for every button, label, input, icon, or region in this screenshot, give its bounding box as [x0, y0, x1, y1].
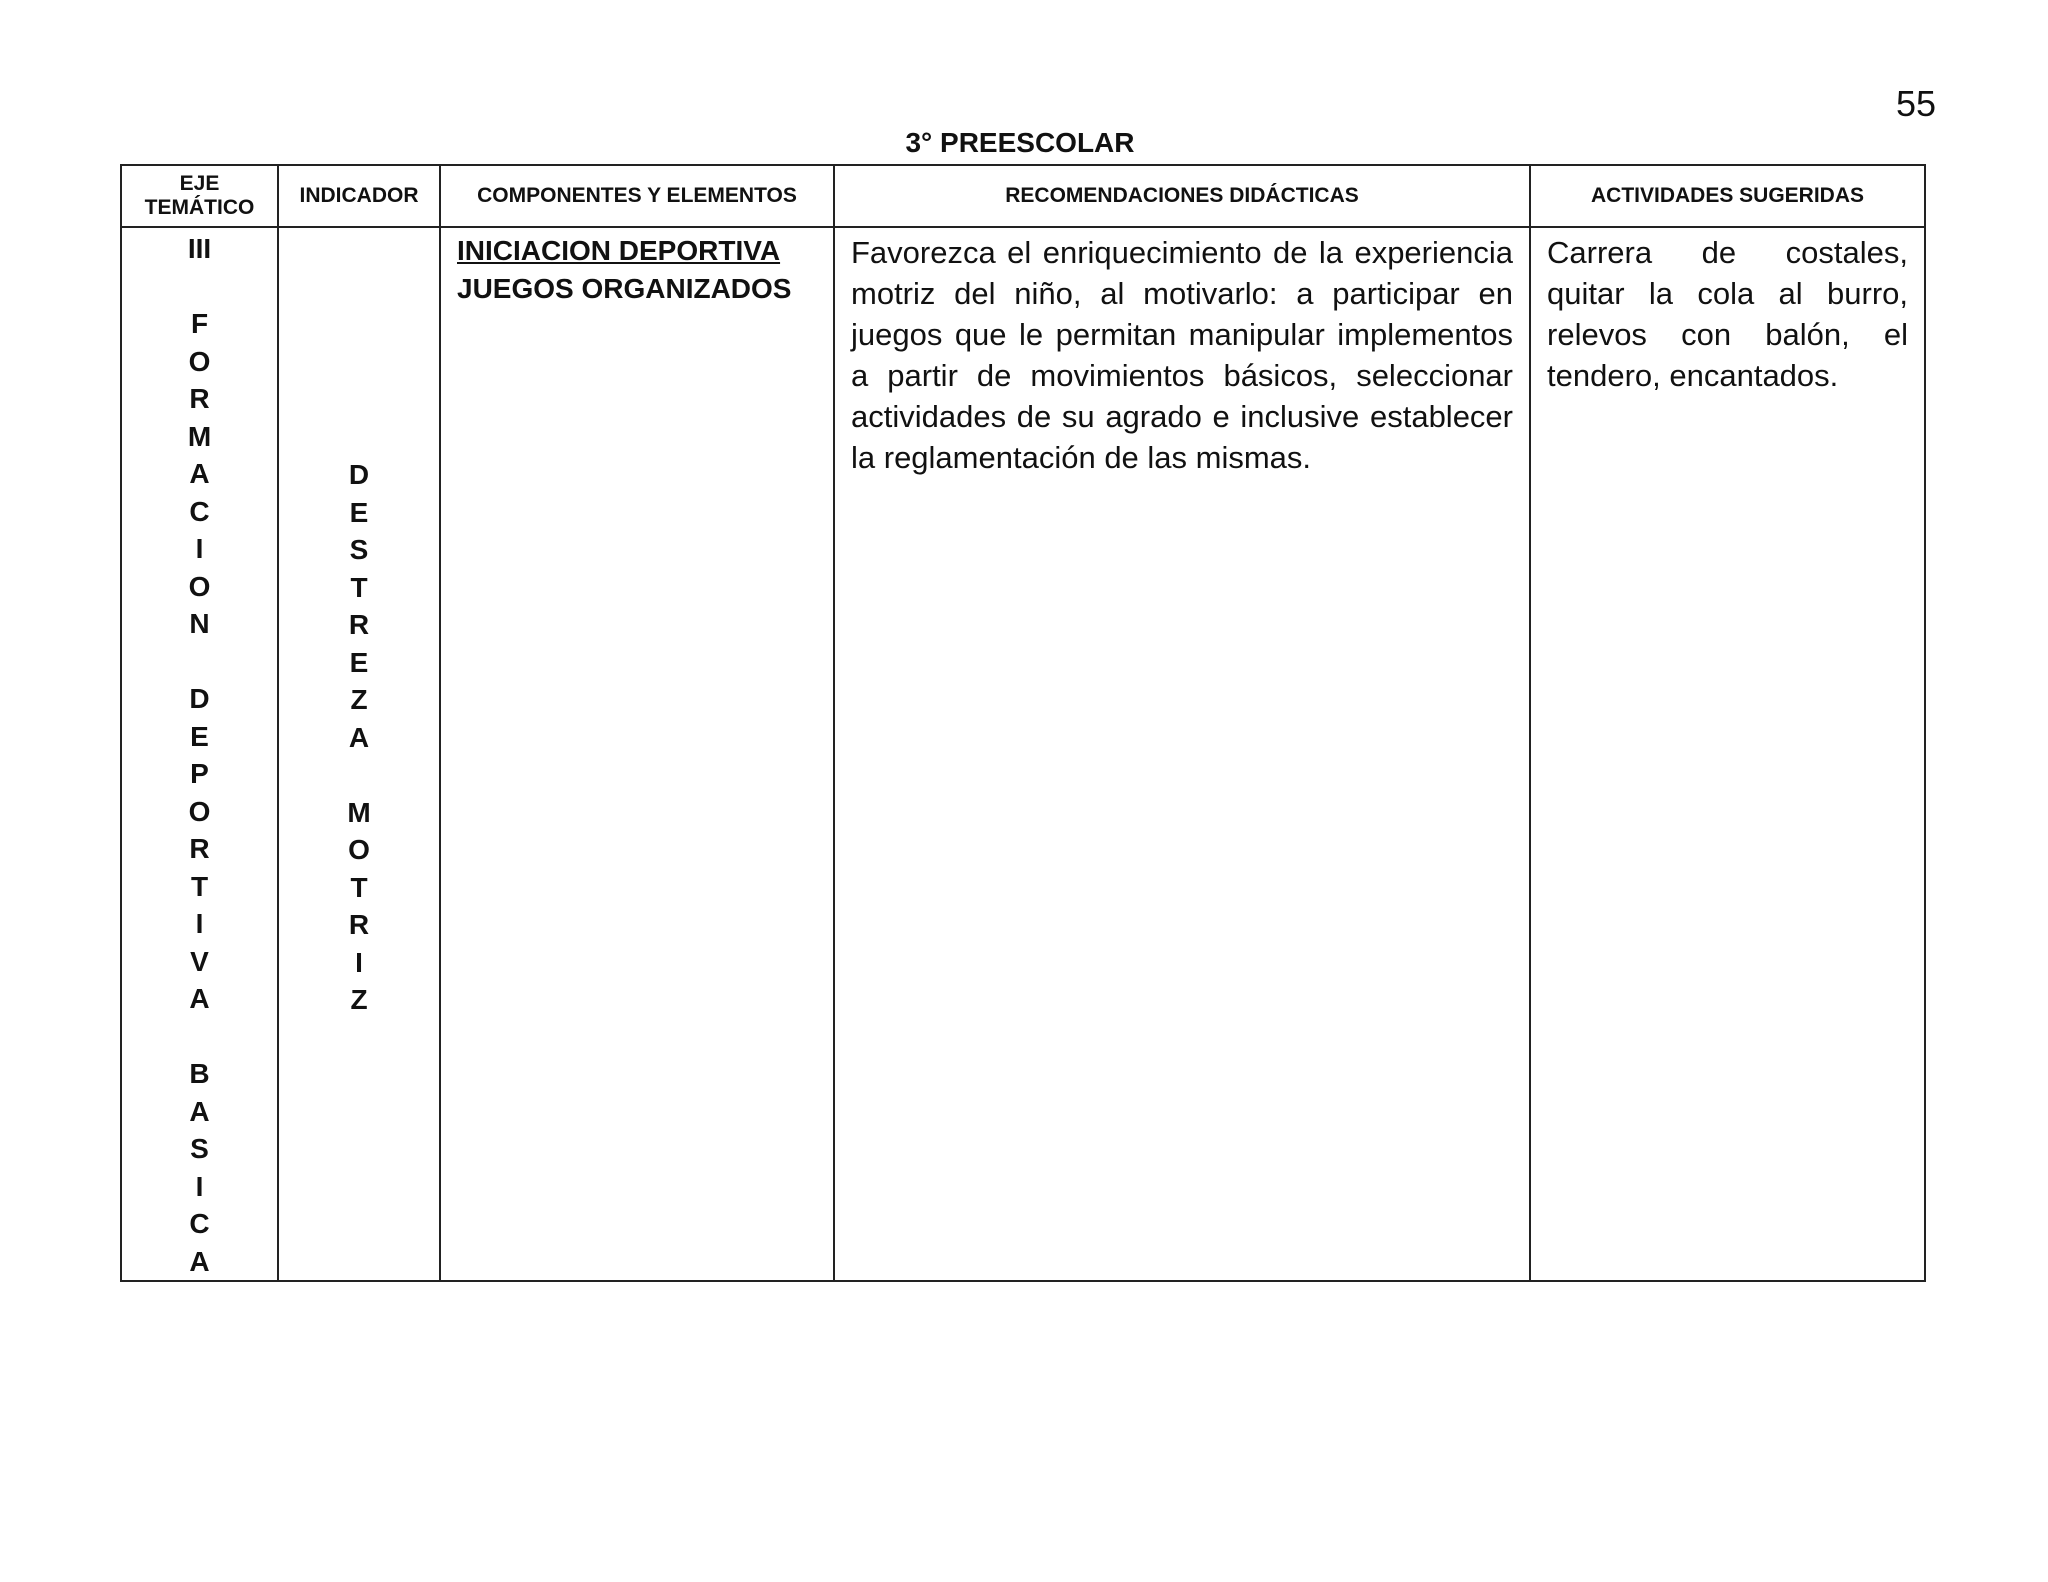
header-eje-tematico: [121, 165, 278, 227]
table-row: [121, 227, 1925, 1281]
componente-juegos-organizados: JUEGOS ORGANIZADOS: [457, 273, 792, 304]
actividades-text: Carrera de costales, quitar la cola al burro, relevos con balón, el tendero, encantados.: [1547, 235, 1908, 393]
header-indicador: INDICADOR: [278, 165, 440, 227]
header-eje-label: EJE TEMÁTICO: [144, 172, 255, 219]
page-title: 3° PREESCOLAR: [905, 127, 1135, 158]
header-componentes: COMPONENTES Y ELEMENTOS: [440, 165, 834, 227]
table-header-row: [121, 165, 1925, 227]
componente-iniciacion-deportiva: INICIACION DEPORTIVA: [457, 235, 781, 266]
page-number: 55: [1896, 83, 1937, 124]
cell-recomendaciones: [834, 227, 1530, 1281]
cell-eje-tematico: [121, 227, 278, 1281]
eje-vertical-text: III F O R M A C I O N D E P O R T I V A B A S I C A: [187, 233, 212, 1277]
cell-indicador: [278, 227, 440, 1281]
indicador-vertical-text: D E S T R E Z A M O T R I Z: [347, 459, 371, 1015]
recomendaciones-text: Favorezca el enriquecimiento de la experiencia motriz del niño, al motivarlo: a participar en juegos que le permitan manipular implementos a partir de movimientos básicos, seleccionar actividades de su agrado e inclusive establecer la reglamentación de las mismas.: [851, 235, 1513, 475]
header-recomendaciones: RECOMENDACIONES DIDÁCTICAS: [834, 165, 1530, 227]
cell-actividades: [1530, 227, 1925, 1281]
curriculum-table: [120, 164, 1926, 1282]
header-actividades: ACTIVIDADES SUGERIDAS: [1530, 165, 1925, 227]
cell-componentes: [440, 227, 834, 1281]
